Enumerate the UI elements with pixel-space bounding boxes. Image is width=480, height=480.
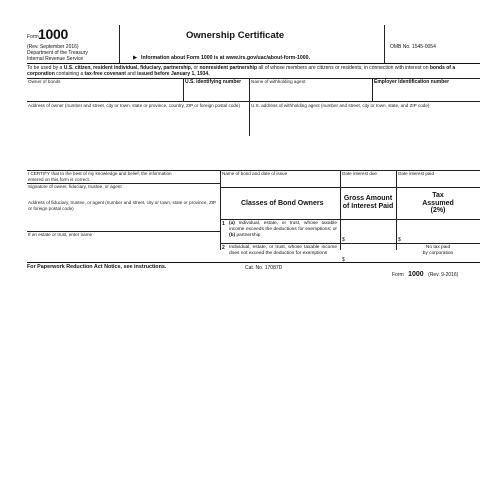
owner-of-bonds-label: Owner of bonds [28, 79, 61, 84]
ownership-certificate-form [27, 25, 480, 278]
intro-bold-text: tax-free covenant [84, 71, 126, 77]
interest-due-field[interactable] [341, 178, 395, 186]
table-row-number: 2 [222, 245, 225, 251]
dollar-sign: $ [342, 237, 345, 243]
bond-name-label: Name of bond and date of issue [222, 171, 288, 176]
tax-assumed-field-row1[interactable] [402, 221, 478, 242]
form-word: Form [27, 34, 39, 40]
footer-form-id [392, 263, 458, 281]
interest-paid-field[interactable] [397, 178, 479, 186]
table-row-class-text: partnership [235, 233, 261, 238]
info-text: Information about Form 1000 is at www.irs.gov/uac/about-form-1000. [141, 55, 311, 61]
table-row-class-text [229, 221, 337, 239]
dollar-sign: $ [398, 237, 401, 243]
page-title: Ownership Certificate [186, 30, 285, 41]
bond-name-field[interactable] [221, 178, 339, 186]
intro-text: containing a [54, 71, 85, 77]
employer-id-label: Employer identification number [374, 79, 450, 85]
gross-amount-field-row1[interactable] [346, 221, 394, 242]
header-rule [27, 63, 480, 64]
item-letter: (a) [229, 221, 235, 226]
certification-statement: I CERTIFY that to the best of my knowledge and belief, the information entered on this form is correct. [28, 171, 172, 182]
agent-address-field[interactable] [250, 116, 479, 135]
table-row-rule [220, 243, 480, 244]
revision-date: (Rev. September 2016) [27, 44, 79, 50]
footer-revision: (Rev. 9-2016) [428, 272, 459, 278]
classes-header: Classes of Bond Owners [241, 200, 324, 207]
tax-assumed-header-line: Tax [432, 192, 444, 199]
signature-label: Signature of owner, fiduciary, trustee, or agent [28, 184, 122, 189]
fiduciary-address-label: Address of fiduciary, trustee, or agent (number and street, city or town, state or province, ZIP or foreign postal code) [28, 200, 217, 211]
tax-assumed-header-line: (2%) [430, 207, 446, 214]
us-identifying-number-field[interactable] [184, 86, 248, 100]
us-identifying-number-label: U.S. identifying number [185, 79, 242, 85]
interest-paid-label: Date interest paid [398, 171, 435, 176]
tax-assumed-header-line: Assumed [422, 199, 454, 207]
table-row-number: 1 [222, 221, 225, 227]
intro-bold-text: bonds of a corporation [27, 65, 456, 77]
header-divider-left [119, 25, 120, 63]
employer-id-field[interactable] [373, 86, 479, 100]
paperwork-notice: For Paperwork Reduction Act Notice, see instructions. [27, 264, 167, 270]
intro-text: all of whose members are citizens or residents, in connection with interest on [257, 65, 430, 71]
footer-form-number: 1000 [408, 271, 424, 278]
intro-text: or [192, 65, 200, 71]
no-tax-note [396, 245, 480, 257]
intro-paragraph [27, 65, 478, 77]
table-row-rule [220, 219, 480, 220]
owner-address-label: Address of owner (number and street, city or town, state or province, country, ZIP or foreign postal code) [28, 103, 241, 108]
intro-bold-text: nonresident partnership [199, 65, 257, 71]
omb-number: OMB No. 1545-0054 [390, 44, 436, 50]
agent-address-label: U.S. address of withholding agent (number and street, city or town, state, and ZIP code) [251, 103, 430, 108]
withholding-agent-field[interactable] [250, 86, 371, 100]
gross-amount-header-line: Gross Amount [343, 195, 393, 202]
department-line: Department of the Treasury [27, 50, 88, 56]
signature-field[interactable] [27, 191, 219, 199]
tax-assumed-header [396, 192, 480, 215]
intro-bold-text: issued before January 1, 1934. [137, 71, 210, 77]
table-row-class-text: Individual, estate, or trust, whose taxable income does not exceed the deduction for exemptions [229, 245, 337, 256]
catalog-number: Cat. No. 17087D [245, 265, 283, 271]
table-row-class-text: Individual, estate, or trust, whose taxable income exceeds the deductions for exemptions; or [229, 221, 337, 232]
dollar-sign: $ [342, 257, 345, 263]
footer-form-word: Form [392, 272, 404, 278]
gross-amount-header [340, 195, 396, 210]
no-tax-note-line: No tax paid [425, 245, 451, 250]
row2-top-rule [27, 101, 480, 102]
gross-amount-field-row2[interactable] [346, 245, 394, 260]
intro-text: and [125, 71, 138, 77]
gross-amount-header-line: of Interest Paid [342, 202, 394, 210]
intro-text: To be used by a [27, 65, 64, 71]
trust-name-field[interactable] [27, 239, 219, 248]
form-number: 1000 [38, 26, 68, 42]
intro-bold-text: U.S. citizen, resident individual, fiduciary, partnership, [63, 65, 193, 71]
item-letter: (b) [229, 233, 236, 238]
arrow-right-icon: ▶ [133, 55, 138, 61]
table-top-rule [220, 187, 480, 188]
withholding-agent-label: Name of withholding agent [251, 79, 306, 84]
owner-of-bonds-field[interactable] [27, 86, 182, 100]
owner-address-field[interactable] [27, 116, 248, 135]
interest-due-label: Date interest due [342, 171, 377, 176]
no-tax-note-line: by corporation [422, 251, 454, 256]
agency-line: Internal Revenue Service [27, 56, 84, 62]
header-divider-right [384, 25, 385, 63]
trust-name-label: If an estate or trust, enter name [28, 232, 93, 237]
fiduciary-address-field[interactable] [27, 213, 219, 221]
